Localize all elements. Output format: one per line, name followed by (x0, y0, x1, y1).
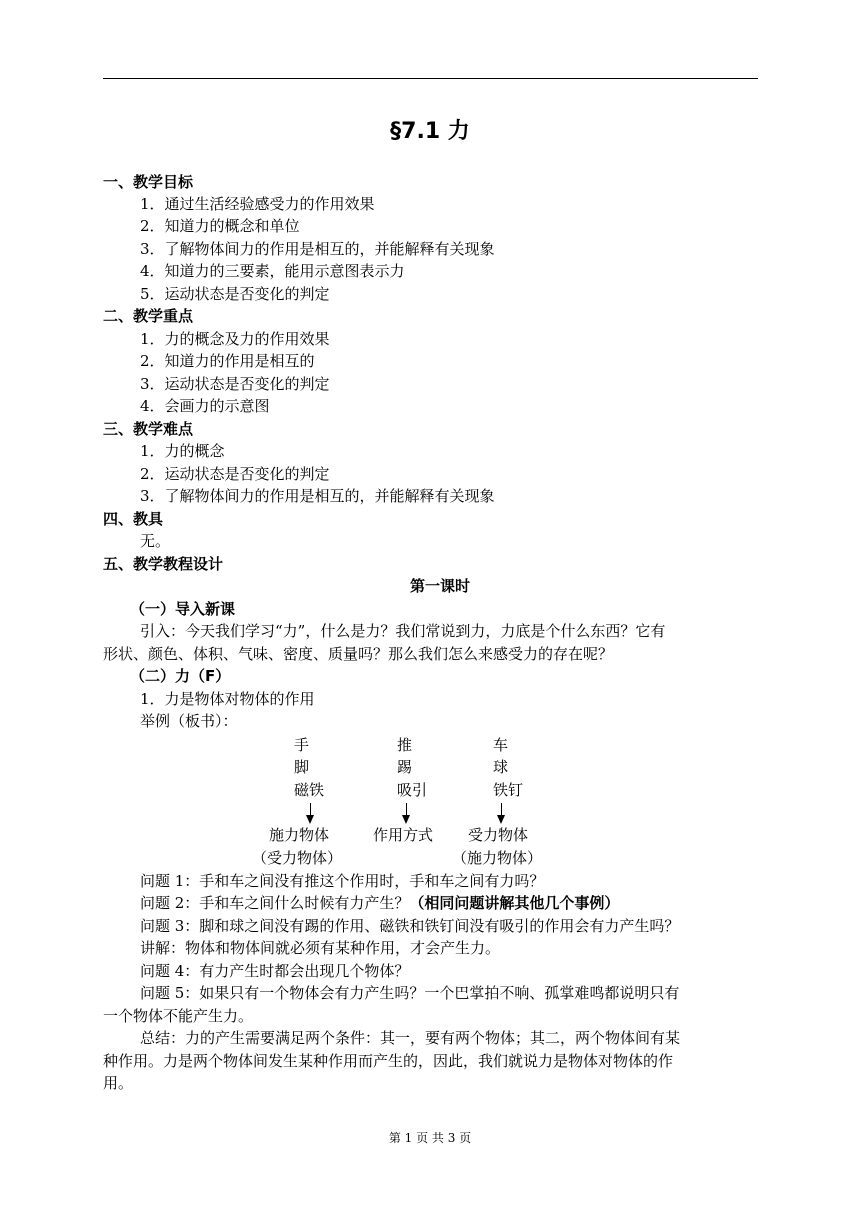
question: 问题 1：手和车之间没有推这个作用时，手和车之间有力吗？ (140, 872, 545, 890)
list-item: 2．知道力的作用是相互的 (140, 352, 315, 370)
diagram-cell: 车 (493, 736, 509, 754)
list-item: 3．运动状态是否变化的判定 (140, 375, 330, 393)
lesson-title: 第一课时 (409, 577, 470, 595)
section-heading-key-points: 二、教学重点 (103, 307, 194, 325)
summary: 总结：力的产生需要满足两个条件：其一，要有两个物体；其二，两个物体间有某 (140, 1029, 681, 1047)
diagram-cell: 手 (294, 736, 310, 754)
question (140, 892, 619, 914)
part-heading-force: （二）力（F） (130, 667, 231, 685)
example-label: 举例（板书）： (140, 712, 238, 730)
header-rule (103, 78, 758, 79)
diagram-cell: 铁钉 (493, 781, 524, 799)
list-item: 3．了解物体间力的作用是相互的，并能解释有关现象 (140, 487, 495, 505)
list-item: 2．运动状态是否变化的判定 (140, 465, 330, 483)
summary: 用。 (103, 1074, 134, 1092)
list-item: 3．了解物体间力的作用是相互的，并能解释有关现象 (140, 240, 495, 258)
list-item: 5．运动状态是否变化的判定 (140, 285, 330, 303)
list-item: 4．知道力的三要素，能用示意图表示力 (140, 262, 405, 280)
list-item: 1．力的概念及力的作用效果 (140, 330, 330, 348)
diagram-cell: 磁铁 (294, 781, 325, 799)
part-heading-intro: （一）导入新课 (130, 600, 236, 618)
intro-text: 引入：今天我们学习“力”，什么是力？我们常说到力，力底是个什么东西？它有 (140, 622, 666, 640)
list-item: 1．力的概念 (140, 442, 225, 460)
diagram-sublabel: （施力物体） (452, 849, 543, 867)
section-heading-tools: 四、教具 (103, 510, 164, 528)
section-heading-design: 五、教学教程设计 (103, 555, 224, 573)
force-definition: 1．力是物体对物体的作用 (140, 690, 315, 708)
summary: 种作用。力是两个物体间发生某种作用而产生的，因此，我们就说力是物体对物体的作 (103, 1052, 674, 1070)
list-item: 2．知道力的概念和单位 (140, 217, 300, 235)
diagram-cell: 吸引 (397, 781, 428, 799)
diagram-label: 受力物体 (468, 826, 529, 844)
diagram-cell: 踢 (397, 758, 413, 776)
page-title: §7.1 力 (390, 119, 470, 144)
diagram-label: 施力物体 (269, 826, 330, 844)
question: 问题 5：如果只有一个物体会有力产生吗？一个巴掌拍不响、孤掌难鸣都说明只有 (140, 984, 680, 1002)
intro-text: 形状、颜色、体积、气味、密度、质量吗？那么我们怎么来感受力的存在呢？ (103, 645, 614, 663)
explanation: 讲解：物体和物体间就必须有某种作用，才会产生力。 (140, 939, 501, 957)
page-footer: 第 1 页 共 3 页 (388, 1131, 472, 1145)
section-heading-difficulties: 三、教学难点 (103, 420, 194, 438)
diagram-cell: 脚 (294, 758, 310, 776)
question: 一个物体不能产生力。 (103, 1007, 254, 1025)
diagram-label: 作用方式 (373, 826, 434, 844)
tools-text: 无。 (140, 532, 171, 550)
diagram-cell: 推 (397, 736, 413, 754)
section-heading-objectives: 一、教学目标 (103, 173, 194, 191)
question: 问题 4：有力产生时都会出现几个物体？ (140, 962, 410, 980)
list-item: 4．会画力的示意图 (140, 397, 270, 415)
question-note: （相同问题讲解其他几个事例） (409, 894, 620, 912)
list-item: 1．通过生活经验感受力的作用效果 (140, 195, 375, 213)
question-text: 问题 2：手和车之间什么时候有力产生？ (140, 894, 410, 912)
question: 问题 3：脚和球之间没有踢的作用、磁铁和铁钉间没有吸引的作用会有力产生吗？ (140, 917, 680, 935)
diagram-sublabel: （受力物体） (252, 849, 343, 867)
diagram-cell: 球 (493, 758, 509, 776)
